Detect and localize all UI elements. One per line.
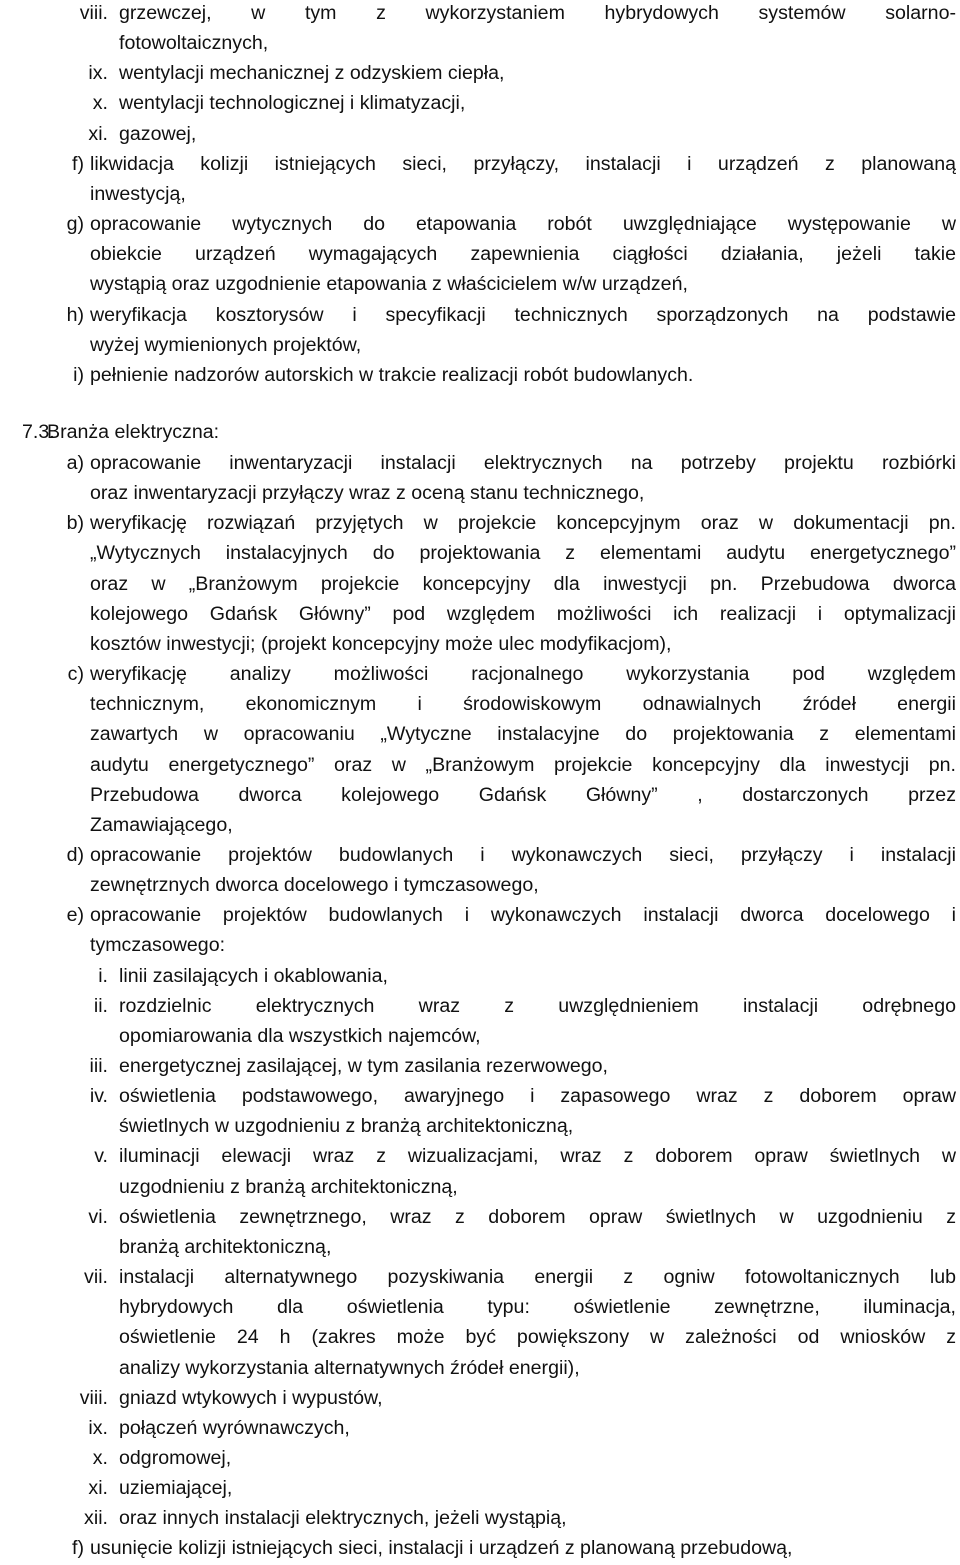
list-item-text: branżą architektoniczną, — [119, 1235, 332, 1258]
list-item-marker: c) — [67, 663, 84, 686]
list-item-marker: i) — [73, 363, 84, 386]
list-item-text: weryfikację rozwiązań przyjętych w projekcie koncepcyjnym oraz w dokumentacji pn. — [90, 512, 956, 535]
list-item-marker: xi. — [88, 1477, 108, 1500]
list-item-marker: ii. — [93, 994, 108, 1017]
list-item-text: oświetlenie 24 h (zakres może być powiększony w zależności od wniosków z — [119, 1326, 956, 1349]
list-item-marker: vii. — [84, 1266, 108, 1289]
list-item-marker: iii. — [89, 1055, 108, 1077]
list-item-text: Przebudowa dworca kolejowego Gdańsk Główny” , dostarczonych przez — [90, 783, 956, 806]
list-item-text: technicznym, ekonomicznym i środowiskowym odnawialnych źródeł energii — [90, 693, 956, 716]
list-item-text: wentylacji mechanicznej z odzyskiem ciepła, — [119, 62, 505, 85]
list-item-text: audytu energetycznego” oraz w „Branżowym projekcie koncepcyjny dla inwestycji pn. — [90, 753, 956, 776]
list-item-text: odgromowej, — [119, 1446, 232, 1469]
list-item-text: obiekcie urządzeń wymagających zapewnienia ciągłości działania, jeżeli takie — [90, 243, 956, 266]
list-item-text: wentylacji technologicznej i klimatyzacji, — [119, 92, 466, 115]
list-item-text: linii zasilających i okablowania, — [119, 964, 389, 987]
list-item-text: analizy wykorzystania alternatywnych źródeł energii), — [119, 1356, 580, 1379]
list-item-text: oraz inwentaryzacji przyłączy wraz z oceną stanu technicznego, — [90, 482, 645, 505]
list-item-marker: d) — [66, 843, 84, 866]
list-item-marker: i. — [98, 964, 108, 987]
list-item-text: świetlnych w uzgodnieniu z branżą architektoniczną, — [119, 1115, 574, 1138]
list-item-marker: x. — [92, 92, 108, 115]
list-item-text: fotowoltaicznych, — [119, 32, 269, 55]
list-item-marker: ix. — [88, 1416, 108, 1439]
list-item-marker: viii. — [79, 2, 108, 24]
list-item-text: połączeń wyrównawczych, — [119, 1416, 350, 1439]
list-item-text: opracowanie projektów budowlanych i wykonawczych instalacji dworca docelowego i — [90, 904, 956, 927]
list-item-marker: xii. — [84, 1507, 108, 1530]
list-item-text: wyżej wymienionych projektów, — [90, 333, 362, 356]
list-item-text: energetycznej zasilającej, w tym zasilania rezerwowego, — [119, 1055, 608, 1077]
list-item-marker: f) — [72, 152, 84, 175]
list-item-marker: x. — [92, 1446, 108, 1469]
list-item-marker: a) — [66, 452, 84, 474]
list-item-text: zewnętrznych dworca docelowego i tymczasowego, — [90, 874, 539, 897]
list-item-text: likwidacja kolizji istniejących sieci, przyłączy, instalacji i urządzeń z planowaną — [90, 152, 956, 175]
list-item-text: weryfikacja kosztorysów i specyfikacji technicznych sporządzonych na podstawie — [90, 303, 956, 326]
list-item-text: zawartych w opracowaniu „Wytyczne instalacyjne do projektowania z elementami — [90, 723, 956, 746]
list-item-text: inwestycją, — [90, 182, 186, 205]
list-item-text: opracowanie projektów budowlanych i wykonawczych sieci, przyłączy i instalacji — [90, 843, 956, 866]
list-item-text: Zamawiającego, — [90, 813, 233, 836]
list-item-text: hybrydowych dla oświetlenia typu: oświetlenie zewnętrzne, iluminacja, — [119, 1296, 956, 1319]
list-item-marker: xi. — [88, 122, 108, 145]
list-item-marker: e) — [66, 904, 84, 927]
section-number: 7.3. — [22, 421, 55, 443]
list-item-text: grzewczej, w tym z wykorzystaniem hybrydowych systemów solarno- — [119, 2, 956, 24]
list-item-marker: iv. — [89, 1085, 108, 1108]
list-item-text: opomiarowania dla wszystkich najemców, — [119, 1024, 481, 1047]
list-item-marker: f) — [72, 1537, 84, 1560]
list-item-text: usunięcie kolizji istniejących sieci, instalacji i urządzeń z planowaną przebudową, — [90, 1537, 793, 1560]
list-item-marker: g) — [66, 213, 84, 236]
list-item-marker: b) — [66, 512, 84, 535]
list-item-text: uzgodnieniu z branżą architektoniczną, — [119, 1175, 458, 1198]
list-item-text: rozdzielnic elektrycznych wraz z uwzględnieniem instalacji odrębnego — [119, 994, 956, 1017]
list-item-marker: viii. — [79, 1386, 108, 1409]
list-item-text: „Wytycznych instalacyjnych do projektowania z elementami audytu energetycznego” — [90, 542, 956, 565]
list-item-marker: h) — [66, 303, 84, 326]
list-item-text: weryfikację analizy możliwości racjonalnego wykorzystania pod względem — [90, 663, 956, 686]
section-title: Branża elektryczna: — [47, 421, 220, 443]
list-item-text: tymczasowego: — [90, 934, 226, 957]
list-item-text: iluminacji elewacji wraz z wizualizacjami, wraz z doborem opraw świetlnych w — [119, 1145, 956, 1168]
list-item-text: kosztów inwestycji; (projekt koncepcyjny może ulec modyfikacjom), — [90, 632, 672, 655]
list-item-text: wystąpią oraz uzgodnienie etapowania z właścicielem w/w urządzeń, — [90, 273, 688, 296]
list-item-text: oświetlenia podstawowego, awaryjnego i zapasowego wraz z doborem opraw — [119, 1085, 956, 1108]
list-item-text: pełnienie nadzorów autorskich w trakcie realizacji robót budowlanych. — [90, 363, 694, 386]
list-item-text: oraz w „Branżowym projekcie koncepcyjny dla inwestycji pn. Przebudowa dworca — [90, 572, 956, 595]
list-item-text: oświetlenia zewnętrznego, wraz z doborem opraw świetlnych w uzgodnieniu z — [119, 1205, 956, 1228]
list-item-text: opracowanie inwentaryzacji instalacji elektrycznych na potrzeby projektu rozbiórki — [90, 452, 956, 474]
list-item-marker: vi. — [88, 1205, 108, 1228]
list-item-text: instalacji alternatywnego pozyskiwania energii z ogniw fotowoltanicznych lub — [119, 1266, 956, 1289]
list-item-text: opracowanie wytycznych do etapowania robót uwzględniające występowanie w — [90, 213, 956, 236]
list-item-text: gazowej, — [119, 122, 197, 145]
list-item-text: uziemiającej, — [119, 1477, 233, 1500]
list-item-text: oraz innych instalacji elektrycznych, jeżeli wystąpią, — [119, 1507, 567, 1530]
list-item-marker: v. — [94, 1145, 108, 1168]
list-item-marker: ix. — [88, 62, 108, 85]
list-item-text: gniazd wtykowych i wypustów, — [119, 1386, 383, 1409]
list-item-text: kolejowego Gdańsk Główny” pod względem możliwości ich realizacji i optymalizacji — [90, 602, 956, 625]
